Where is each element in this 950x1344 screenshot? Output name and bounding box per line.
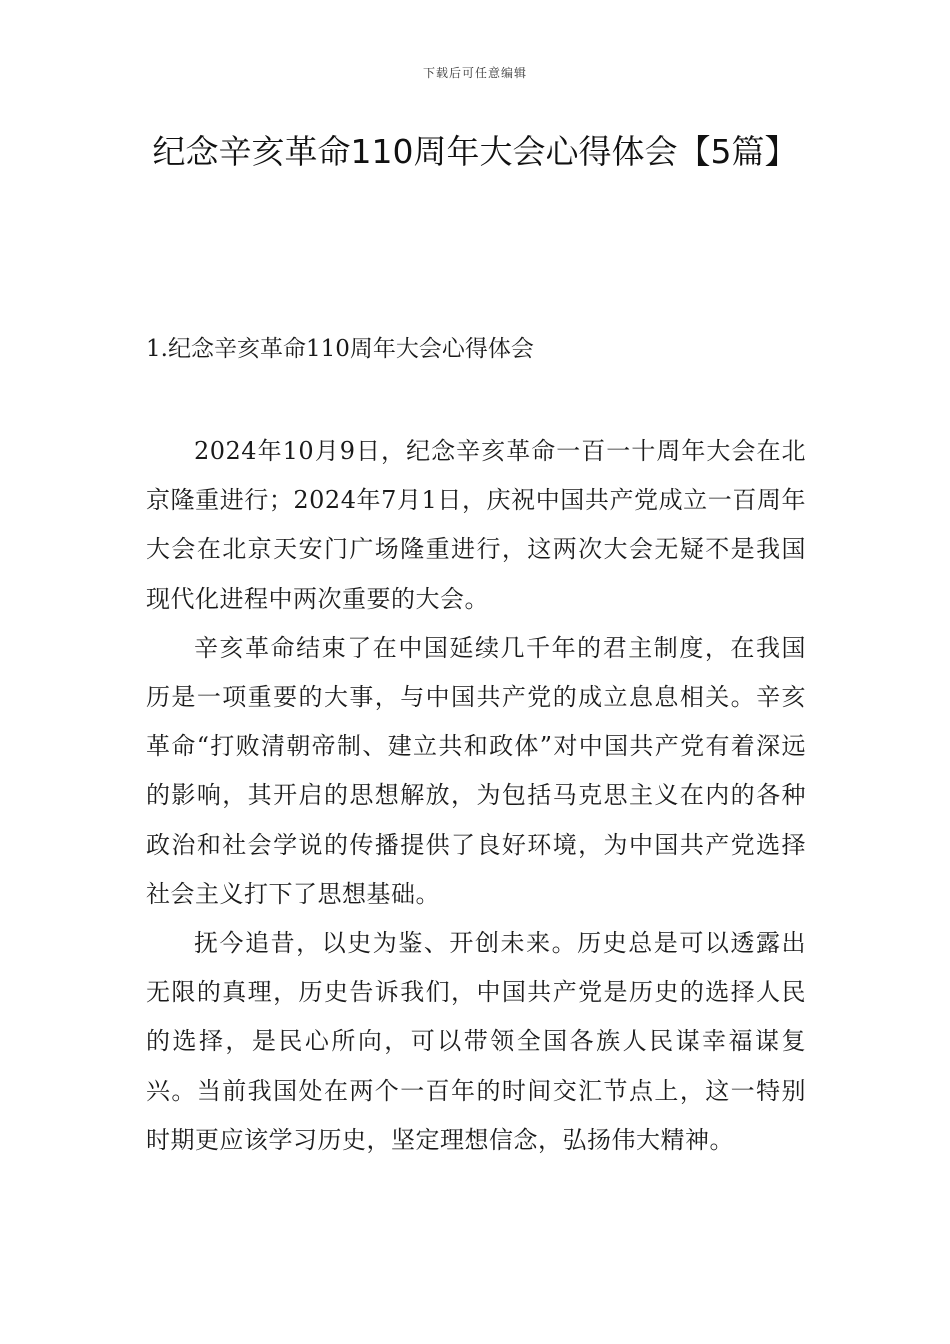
paragraph-3: 抚今追昔，以史为鉴、开创未来。历史总是可以透露出无限的真理，历史告诉我们，中国共产党是历史的选择人民的选择，是民心所向，可以带领全国各族人民谋幸福谋复兴。当前我国处在两个一百年的时间交汇节点上，这一特别时期更应该学习历史，坚定理想信念，弘扬伟大精神。 xyxy=(146,929,806,1154)
section-heading: 1.纪念辛亥革命110周年大会心得体会 xyxy=(146,336,534,362)
document-title: 纪念辛亥革命110周年大会心得体会【5篇】 xyxy=(152,132,798,171)
paragraph-1: 2024年10月9日，纪念辛亥革命一百一十周年大会在北京隆重进行；2024年7月1日，庆祝中国共产党成立一百周年大会在北京天安门广场隆重进行，这两次大会无疑不是我国现代化进程中两次重要的大会。 xyxy=(146,437,806,613)
header-note: 下载后可任意编辑 xyxy=(422,66,527,80)
paragraph-2: 辛亥革命结束了在中国延续几千年的君主制度，在我国历是一项重要的大事，与中国共产党的成立息息相关。辛亥革命“打败清朝帝制、建立共和政体”对中国共产党有着深远的影响，其开启的思想解放，为包括马克思主义在内的各种政治和社会学说的传播提供了良好环境，为中国共产党选择社会主义打下了思想基础。 xyxy=(146,633,806,908)
document-body xyxy=(146,427,806,1165)
